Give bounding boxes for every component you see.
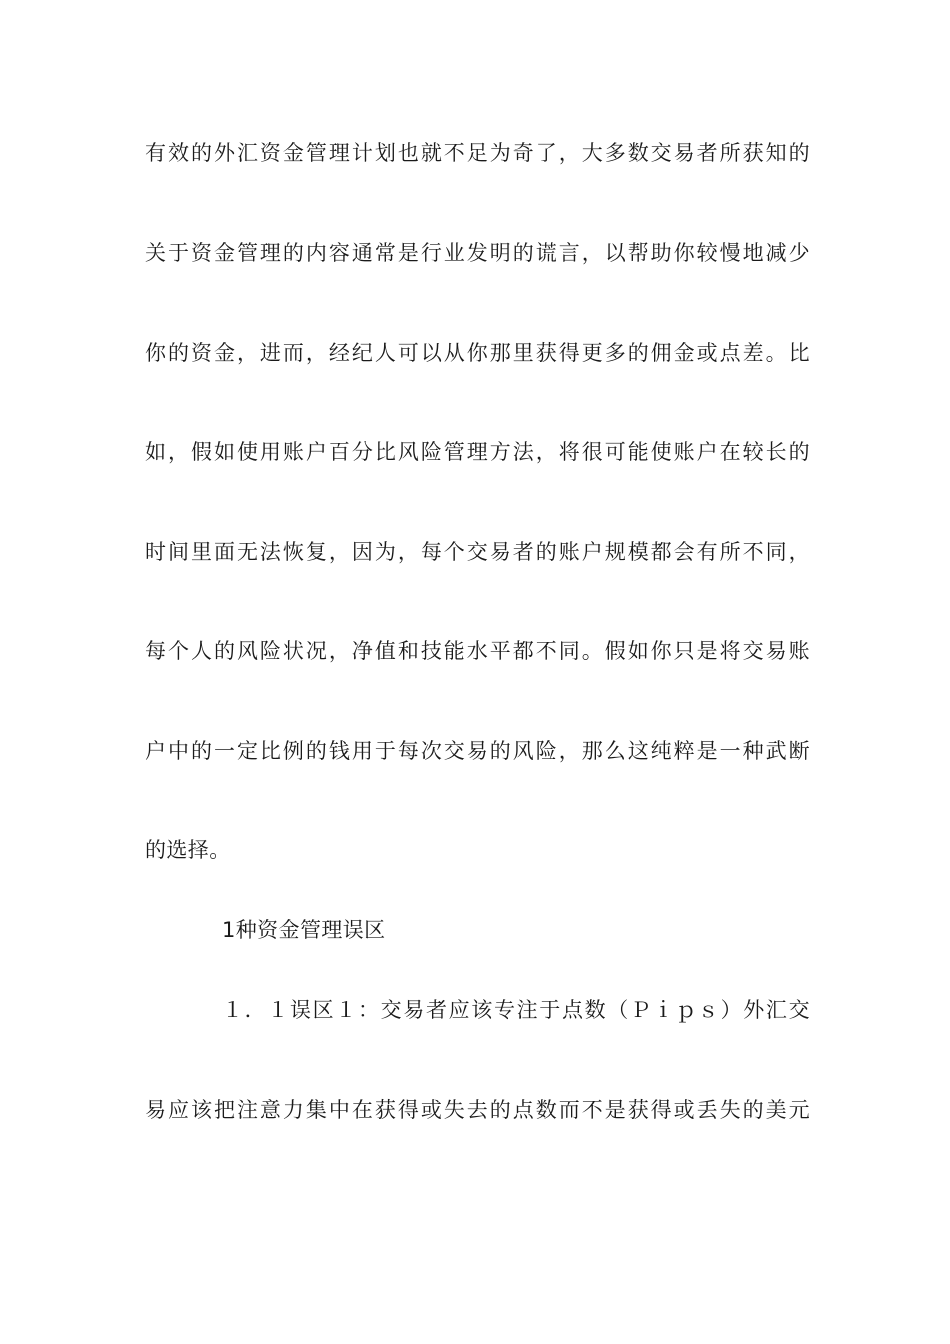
section-heading: 1种资金管理误区 <box>222 918 386 942</box>
body-text-line-8: 的选择。 <box>145 838 231 862</box>
body-text-line-7: 户中的一定比例的钱用于每次交易的风险，那么这纯粹是一种武断 <box>145 739 810 763</box>
body-text-line-9: 易应该把注意力集中在获得或失去的点数而不是获得或丢失的美元 <box>145 1098 810 1122</box>
body-text-line-2: 关于资金管理的内容通常是行业发明的谎言，以帮助你较慢地减少 <box>145 241 810 265</box>
body-text-line-6: 每个人的风险状况，净值和技能水平都不同。假如你只是将交易账 <box>145 639 810 663</box>
body-text-line-4: 如，假如使用账户百分比风险管理方法，将很可能使账户在较长的 <box>145 440 810 464</box>
subsection-heading-line: １．１误区１：交易者应该专注于点数（Ｐｉｐｓ）外汇交 <box>222 998 810 1022</box>
body-text-line-5: 时间里面无法恢复，因为，每个交易者的账户规模都会有所不同， <box>145 540 810 564</box>
body-text-line-3: 你的资金，进而，经纪人可以从你那里获得更多的佣金或点差。比 <box>145 341 810 365</box>
body-text-line-1: 有效的外汇资金管理计划也就不足为奇了，大多数交易者所获知的 <box>145 141 810 165</box>
